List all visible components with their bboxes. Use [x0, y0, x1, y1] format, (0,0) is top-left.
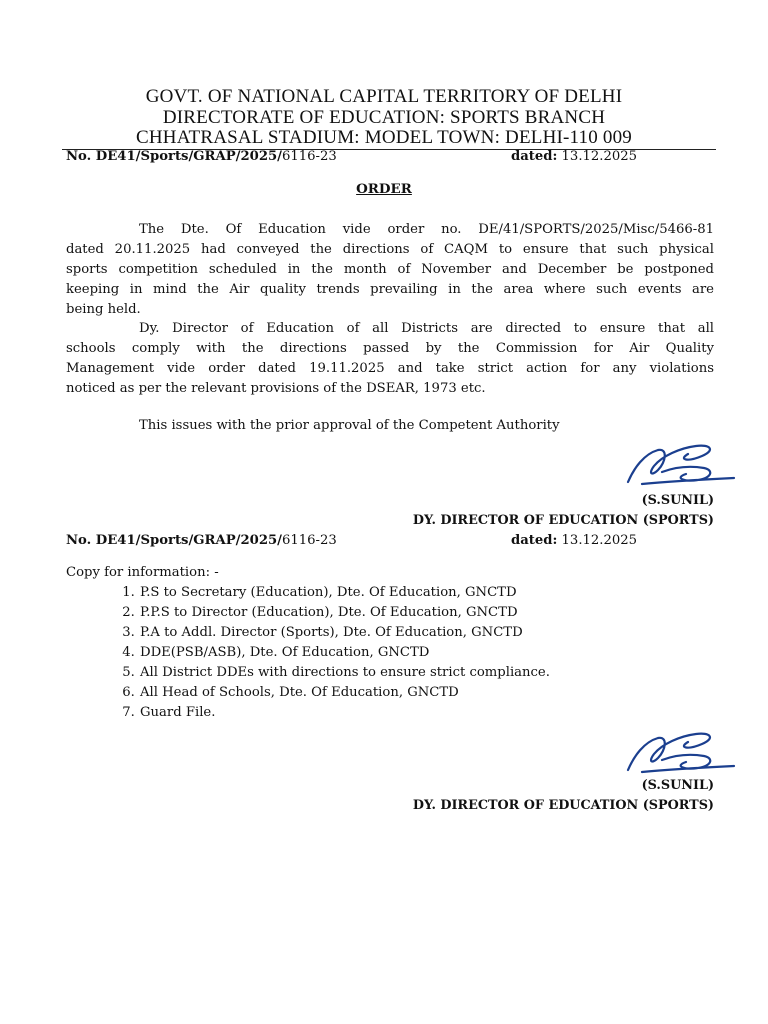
list-item: 2. P.P.S to Director (Education), Dte. Of Education, GNCTD: [139, 603, 550, 623]
list-item: 5. All District DDEs with directions to ensure strict compliance.: [139, 663, 550, 683]
dated-label: dated:: [511, 533, 558, 548]
reference-prefix: No. DE41/Sports/GRAP/2025/: [66, 533, 282, 548]
para1-line: keeping in mind the Air quality trends prevailing in the area where such events are: [66, 282, 714, 297]
reference-prefix: No. DE41/Sports/GRAP/2025/: [66, 149, 282, 164]
header-line-directorate: DIRECTORATE OF EDUCATION: SPORTS BRANCH: [162, 107, 606, 128]
signatory-name: (S.SUNIL): [641, 493, 714, 508]
reference-number: [66, 149, 337, 164]
list-item: 4. DDE(PSB/ASB), Dte. Of Education, GNCTD: [139, 643, 550, 663]
body-paragraph-2: [66, 319, 714, 399]
dated-label: dated:: [511, 149, 558, 164]
para1-line: dated 20.11.2025 had conveyed the directions of CAQM to ensure that such physical: [66, 242, 714, 257]
order-title: ORDER: [356, 181, 412, 197]
reference-date: [511, 149, 637, 164]
body-paragraph-1: [66, 220, 714, 320]
signatory-designation: DY. DIRECTOR OF EDUCATION (SPORTS): [412, 798, 714, 813]
header-line-address: CHHATRASAL STADIUM: MODEL TOWN: DELHI-110 009: [135, 127, 632, 148]
para2-line: Management vide order dated 19.11.2025 and take strict action for any violations: [66, 361, 714, 376]
copy-heading: Copy for information: -: [66, 565, 219, 580]
reference-suffix: 6116-23: [281, 533, 337, 548]
signatory-designation: DY. DIRECTOR OF EDUCATION (SPORTS): [412, 513, 714, 528]
reference-number-copy: [66, 533, 337, 548]
list-item: 1. P.S to Secretary (Education), Dte. Of Education, GNCTD: [139, 583, 550, 603]
reference-suffix: 6116-23: [281, 149, 337, 164]
header-line-govt: GOVT. OF NATIONAL CAPITAL TERRITORY OF DELHI: [145, 86, 623, 107]
para1-line: The Dte. Of Education vide order no. DE/41/SPORTS/2025/Misc/5466-81: [139, 222, 714, 237]
approval-statement: This issues with the prior approval of the Competent Authority: [139, 418, 560, 433]
reference-date-copy: [511, 533, 637, 548]
dated-value: 13.12.2025: [561, 533, 638, 548]
signature-icon: [622, 726, 742, 778]
para1-line: being held.: [66, 302, 141, 317]
list-item: 6. All Head of Schools, Dte. Of Education, GNCTD: [139, 683, 550, 703]
signatory-name: (S.SUNIL): [641, 778, 714, 793]
copy-list: [66, 583, 550, 723]
list-item: 7. Guard File.: [139, 703, 550, 723]
para2-line: Dy. Director of Education of all Districts are directed to ensure that all: [139, 321, 714, 336]
dated-value: 13.12.2025: [561, 149, 638, 164]
signature-icon: [622, 438, 742, 490]
para2-line: schools comply with the directions passed by the Commission for Air Quality: [66, 341, 714, 356]
para2-line: noticed as per the relevant provisions of the DSEAR, 1973 etc.: [66, 381, 486, 396]
para1-line: sports competition scheduled in the month of November and December be postponed: [66, 262, 714, 277]
list-item: 3. P.A to Addl. Director (Sports), Dte. Of Education, GNCTD: [139, 623, 550, 643]
